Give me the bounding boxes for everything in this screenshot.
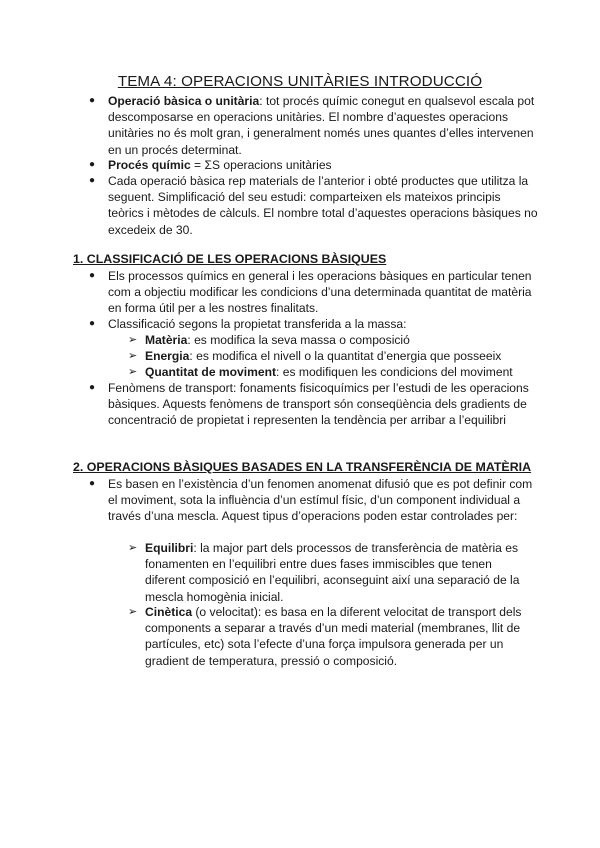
intro-cada-operacio: Cada operació bàsica rep materials de l’anterior i obté productes que utilitza la seguent. Simplificació del seu estudi: comparteixen els mateixos principis teòrics i mètodes de càlculs. El nombre total d’aquestes operacions bàsiques no excedeix de 30. — [108, 174, 538, 237]
section-1-classificacio: Classificació segons la propietat transferida a la massa: — [108, 317, 407, 331]
term-label: Procés químic — [108, 158, 191, 172]
section-2-paragraph: Es basen en l’existència d’un fenomen anomenat difusió que es pot definir com el moviment, sota la influència d’un estímul físic, d’un component individual a través d’una mescla. Aquest tipus d’operacions poden estar controlades per: — [108, 477, 533, 524]
sub-item-energia: Energia: es modifica el nivell o la quantitat d’energia que posseeix — [145, 349, 502, 363]
bullet-icon: ● — [89, 159, 96, 170]
section-1-heading: 1. CLASSIFICACIÓ DE LES OPERACIONS BÀSIQUES — [73, 252, 387, 266]
arrow-icon: ➢ — [128, 366, 138, 378]
sub-item-cinetica: Cinètica (o velocitat): es basa en la diferent velocitat de transport dels components a separar a través d’un medi material (membranes, llit de partícules, etc) sota l’efecte d’una força impulsora generada per un gradient de temperatura, pressió o composició. — [145, 605, 522, 668]
sub-item-materia: Matèria: es modifica la seva massa o composició — [145, 333, 410, 347]
arrow-icon: ➢ — [128, 334, 138, 346]
sub-item-equilibri: Equilibri: la major part dels processos de transferència de matèria es fonamenten en l’equilibri entre dues fases immiscibles que tenen diferent composició en l’equilibri, aconseguint així una separació de la mescla homogènia inicial. — [145, 541, 520, 604]
section-1-fenomens-transport: Fenòmens de transport: fonaments fisicoquímics per l’estudi de les operacions bàsiques. Aquests fenòmens de transport són conseqüència dels gradients de concentració de propietat i representen la tendència per arribar a l’equilibri — [108, 381, 529, 428]
intro-operacio-basica: Operació bàsica o unitària: tot procés químic conegut en qualsevol escala pot descomposarse en operacions unitàries. El nombre d’aquestes operacions unitàries no és molt gran, i generalment només unes quantes d’elles intervenen en un procés determinat. — [108, 94, 535, 157]
term-label: Operació bàsica o unitària — [108, 94, 260, 108]
bullet-icon: ● — [89, 478, 96, 489]
bullet-icon: ● — [89, 318, 96, 329]
arrow-icon: ➢ — [128, 542, 138, 554]
sub-item-quantitat-moviment: Quantitat de moviment: es modifiquen les condicions del moviment — [145, 365, 513, 379]
bullet-icon: ● — [89, 270, 96, 281]
bullet-icon: ● — [89, 95, 96, 106]
intro-proces-quimic: Procés químic = ΣS operacions unitàries — [108, 158, 332, 172]
arrow-icon: ➢ — [128, 606, 138, 618]
section-1-paragraph: Els processos químics en general i les operacions bàsiques en particular tenen com a objectiu modificar les condicions d’una determinada quantitat de matèria en forma útil per a les nostres finalitats. — [108, 269, 532, 316]
bullet-icon: ● — [89, 175, 96, 186]
bullet-icon: ● — [89, 382, 96, 393]
page-title: TEMA 4: OPERACIONS UNITÀRIES INTRODUCCIÓ — [117, 73, 483, 90]
section-2-heading: 2. OPERACIONS BÀSIQUES BASADES EN LA TRANSFERÈNCIA DE MATÈRIA — [73, 460, 532, 474]
arrow-icon: ➢ — [128, 350, 138, 362]
